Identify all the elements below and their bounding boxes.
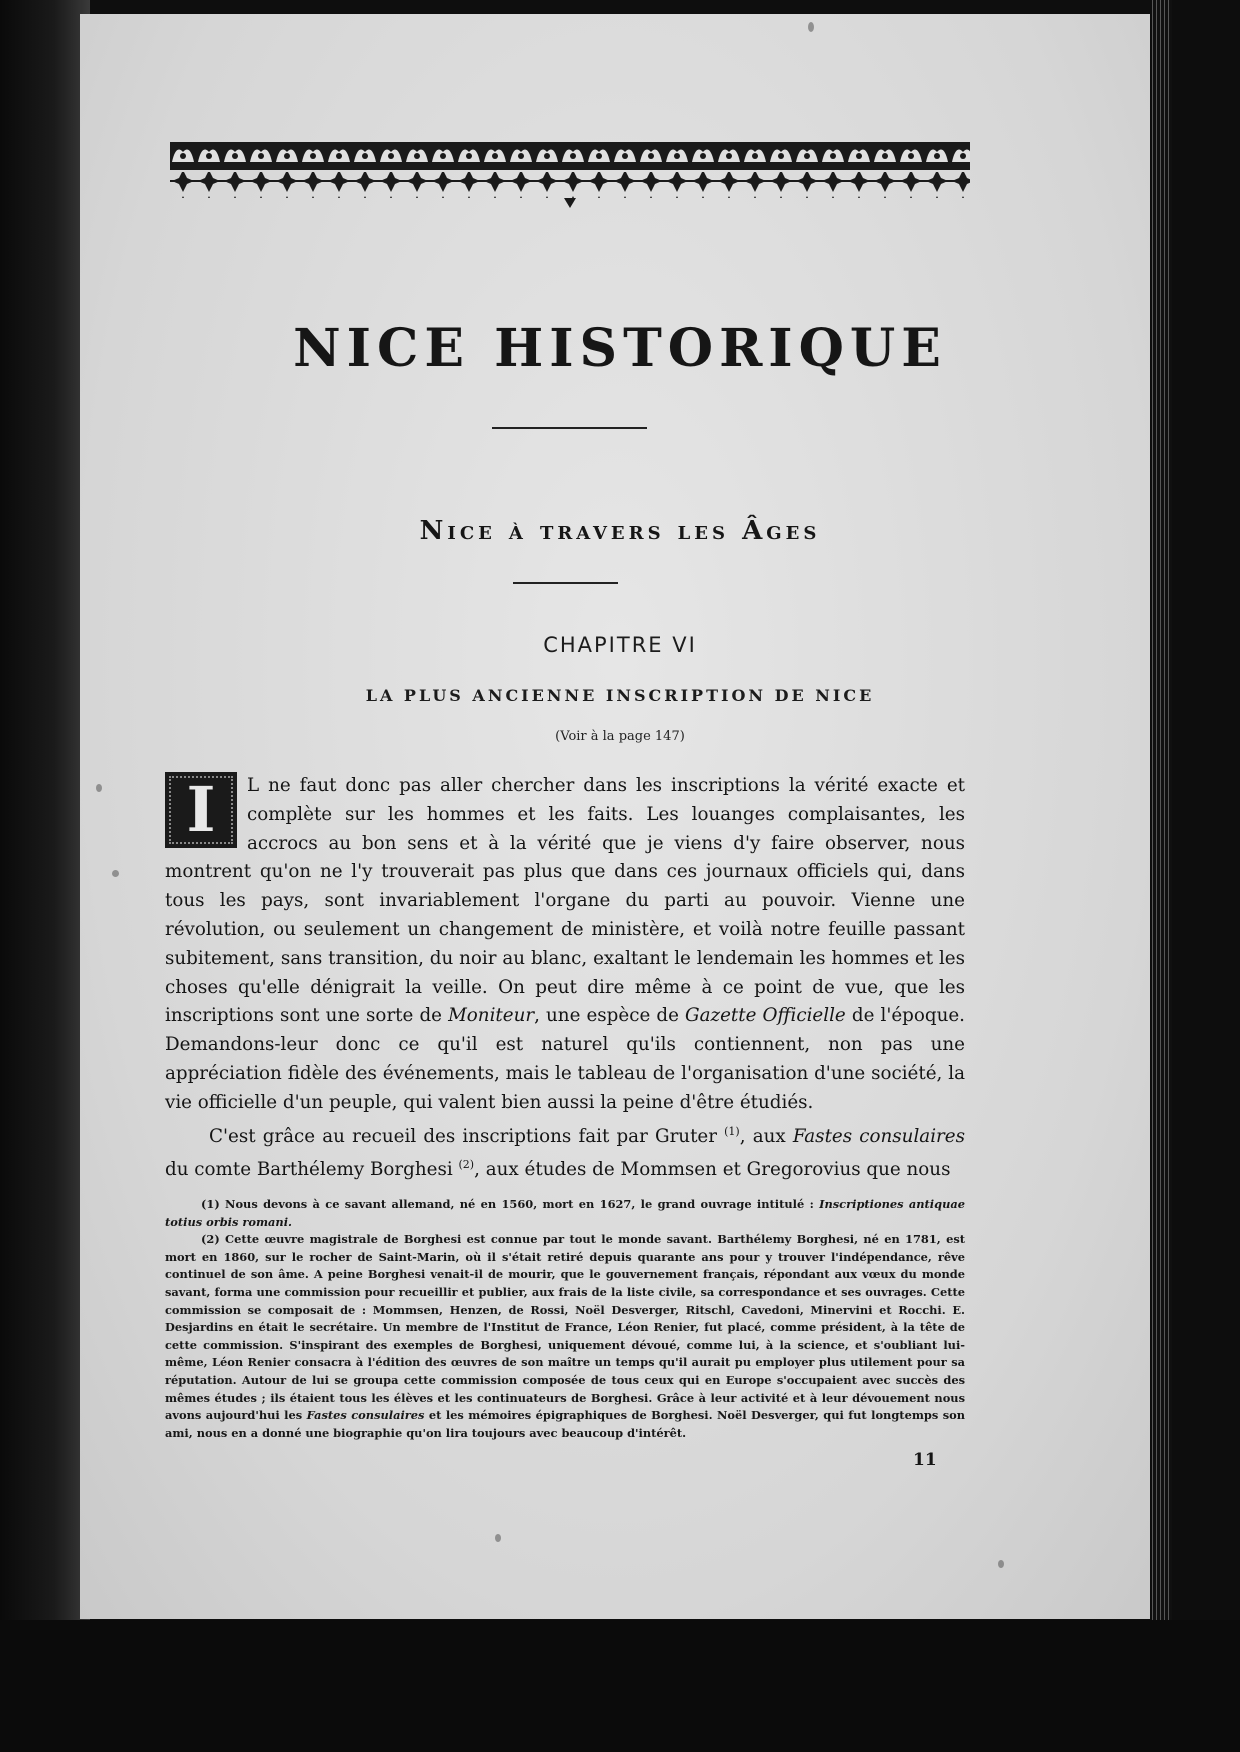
- paragraph-1: I L ne faut donc pas aller chercher dans les inscriptions la vérité exacte et complète sur les hommes et les faits. Les louanges complaisantes, les accrocs au bon sens et à la vérité que je viens d'y faire observer, nous montrent qu'on ne l'y trouverait pas plus que dans ces journaux officiels qui, dans tous les pays, sont invariablement l'organe du parti au pouvoir. Vienne une révolution, ou seulement un changement de ministère, et voilà notre feuille passant subitement, sans transition, du noir au blanc, exaltant le lendemain les hommes et les choses qu'elle dénigrait la veille. On peut dire même à ce point de vue, que les inscriptions sont une sorte de Moniteur, une espèce de Gazette Officielle de l'époque. Demandons-leur donc ce qu'il est naturel qu'ils contiennent, non pas une appréciation fidèle des événements, mais le tableau de l'organisation d'une société, la vie officielle d'un peuple, qui valent bien aussi la peine d'être étudiés.: [165, 773, 965, 1113]
- footnote-1: (1) Nous devons à ce savant allemand, né en 1560, mort en 1627, le grand ouvrage intitulé : Inscriptiones antiquae totius orbis romani.: [165, 1197, 966, 1229]
- footnote-2: (2) Cette œuvre magistrale de Borghesi est connue par tout le monde savant. Barthélemy Borghesi, né en 1781, est mort en 1860, sur le rocher de Saint-Marin, où il s'était retiré depuis quarante ans pour y trouver l'indépendance, rêve continuel de son âme. A peine Borghesi venait-il de mourir, que le gouvernement français, répondant aux vœux du monde savant, forma une commission pour recueillir et publier, aux frais de la liste civile, sa correspondance et ses ouvrages. Cette commission se composait de : Mommsen, Henzen, de Rossi, Noël Desverger, Ritschl, Cavedoni, Minervini et Rocchi. E. Desjardins en était le secrétaire. Un membre de l'Institut de France, Léon Renier, fut placé, comme président, à la tête de cette commission. S'inspirant des exemples de Borghesi, uniquement dévoué, comme lui, à la science, et s'oubliant lui-même, Léon Renier consacra à l'édition des œuvres de son maître un temps qu'il aurait pu employer plus utilement pour sa réputation. Autour de lui se groupa cette commission composée de tous ceux qui en Europe s'occupaient avec succès des mêmes études ; ils étaient tous les élèves et les continuateurs de Borghesi. Grâce à leur activité et à leur dévouement nous avons aujourd'hui les Fastes consulaires et les mémoires épigraphiques de Borghesi. Noël Desverger, qui fut longtemps son ami, nous en a donné une biographie qu'on lira toujours avec beaucoup d'intérêt.: [165, 1232, 965, 1440]
- main-title: NICE HISTORIQUE: [293, 318, 947, 379]
- title-divider: [492, 427, 647, 429]
- ornamental-header-band: [170, 142, 970, 210]
- footnote-ref-1: (1): [724, 1124, 740, 1138]
- footnote-ref-2: (2): [458, 1158, 475, 1172]
- chapter-subtitle: LA PLUS ANCIENNE INSCRIPTION DE NICE: [365, 686, 875, 705]
- italic-moniteur: Moniteur: [448, 1005, 535, 1027]
- footnotes: [165, 1196, 965, 1442]
- section-title: Nice à travers les Âges: [419, 516, 821, 546]
- ink-speck: [96, 784, 102, 792]
- italic-gazette: Gazette Officielle: [684, 1005, 846, 1027]
- stacked-page-edges: [1152, 0, 1172, 1640]
- paragraph-2: C'est grâce au recueil des inscriptions fait par Gruter $^{(1)}$, aux Fastes consulaires du comte Barthélemy Borghesi $^{(2)}$, aux études de Mommsen et Gregorovius que nous: [165, 1124, 965, 1181]
- chapter-heading: CHAPITRE VI: [543, 633, 697, 657]
- page-reference-note: (Voir à la page 147): [555, 729, 685, 744]
- scan-background: [0, 1620, 1240, 1752]
- ink-speck: [808, 22, 814, 32]
- section-divider: [513, 582, 618, 584]
- ink-speck: [998, 1560, 1004, 1568]
- italic-fastes: Fastes consulaires: [792, 1125, 965, 1147]
- ink-speck: [495, 1534, 501, 1542]
- body-text: [165, 772, 965, 1185]
- ornamental-dropcap: I: [165, 772, 237, 848]
- book-spine-shadow: [0, 0, 90, 1752]
- page-number: 11: [913, 1450, 937, 1470]
- ink-speck: [112, 870, 119, 877]
